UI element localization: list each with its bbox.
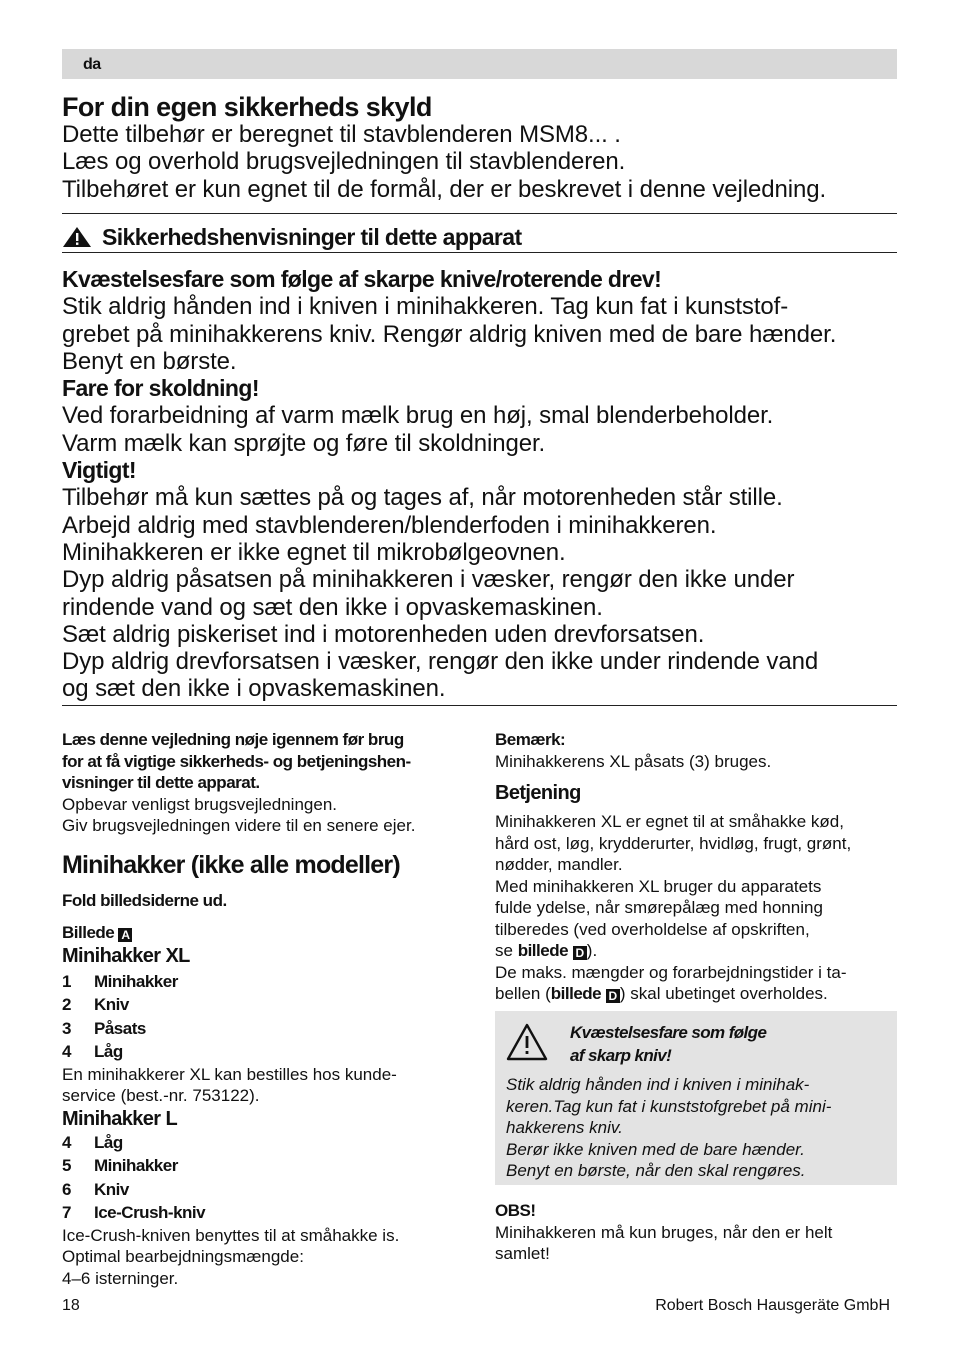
intro-line: Læs og overhold brugsvejledningen til stavblenderen. — [62, 148, 626, 176]
see-figure-line — [495, 940, 897, 962]
note-text: Minihakkerens XL påsats (3) bruges. — [495, 751, 772, 771]
intro-line: Tilbehøret er kun egnet til de formål, der er beskrevet i denne vejledning. — [62, 175, 827, 203]
item-number: 5 — [62, 1156, 71, 1175]
fold-text: Fold billedsiderne ud. — [62, 890, 227, 910]
warning-icon — [506, 1023, 548, 1061]
xl-title: Minihakker XL — [62, 944, 190, 967]
warn-text-line: Berør ikke kniven med de bare hænder. — [506, 1139, 805, 1159]
warning-heading — [62, 224, 522, 251]
l-title: Minihakker L — [62, 1107, 178, 1130]
knife-line: grebet på minihakkerens kniv. Rengør aldrig kniven med de bare hænder. — [62, 320, 837, 348]
l-list-item — [62, 1131, 472, 1155]
obs-label: OBS! — [495, 1201, 536, 1220]
important-line: Dyp aldrig drevforsatsen i væsker, rengør den ikke under rindende vand — [62, 648, 819, 676]
knife-heading: Kvæstelsesfare som følge af skarpe knive/roterende drev! — [62, 266, 662, 292]
read-bold-line: for at få vigtige sikkerheds- og betjeningshen- — [62, 751, 411, 771]
page-number: 18 — [62, 1297, 80, 1314]
intro-line: Dette tilbehør er beregnet til stavblenderen MSM8... . — [62, 121, 621, 148]
operation-line: hård ost, løg, krydderurter, hvidløg, frugt, grønt, — [495, 833, 852, 853]
divider — [62, 252, 897, 253]
important-line: Dyp aldrig påsatsen på minihakkeren i væsker, rengør den ikke under — [62, 566, 795, 594]
figure-label: billede — [550, 984, 602, 1003]
section-title: Minihakker (ikke alle modeller) — [62, 850, 400, 879]
item-number: 1 — [62, 971, 71, 991]
see-suffix: ). — [586, 941, 598, 960]
operation-line: Minihakkeren XL er egnet til at småhakke kød, — [495, 812, 844, 831]
xl-note-line: En minihakkerer XL kan bestilles hos kunde- — [62, 1064, 397, 1084]
scald-line: Varm mælk kan sprøjte og føre til skoldninger. — [62, 429, 546, 457]
knife-line: Benyt en børste. — [62, 347, 237, 375]
warning-icon — [62, 226, 92, 248]
operation-line: fulde ydelse, når smørepålæg med honning — [495, 898, 823, 917]
max-line-2 — [495, 983, 897, 1005]
figure-a-icon: A — [118, 928, 132, 942]
xl-list-item — [62, 970, 472, 994]
operation-line: tilberedes (ved overholdelse af opskriften, — [495, 919, 810, 939]
l-list-item — [62, 1201, 472, 1225]
important-line: Arbejd aldrig med stavblenderen/blenderfoden i minihakkeren. — [62, 511, 717, 539]
xl-list-item — [62, 1040, 472, 1064]
item-number: 4 — [62, 1132, 71, 1152]
scald-line: Ved forarbeidning af varm mælk brug en høj, smal blenderbeholder. — [62, 402, 774, 430]
warn-text-line: hakkerens kniv. — [506, 1118, 623, 1137]
figure-label: Billede — [62, 923, 115, 942]
language-bar — [62, 49, 897, 79]
item-label: Kniv — [94, 995, 129, 1014]
max-prefix: bellen ( — [495, 984, 551, 1003]
divider — [62, 213, 897, 214]
read-line: Giv brugsvejledningen videre til en senere ejer. — [62, 816, 416, 835]
right-column — [495, 729, 897, 1005]
warn-text-line: Stik aldrig hånden ind i kniven i minihak- — [506, 1075, 810, 1094]
obs-line: Minihakkeren må kun bruges, når den er helt — [495, 1222, 833, 1242]
read-line: Opbevar venligst brugsvejledningen. — [62, 794, 338, 814]
divider — [62, 705, 897, 706]
see-prefix: se — [495, 941, 518, 960]
item-number: 4 — [62, 1042, 71, 1061]
read-bold-line: Læs denne vejledning nøje igennem før brug — [62, 730, 404, 749]
item-label: Låg — [94, 1042, 123, 1061]
left-column — [62, 729, 472, 1289]
obs-line: samlet! — [495, 1244, 550, 1263]
l-list-item — [62, 1178, 472, 1202]
warning-box-title — [570, 1021, 766, 1067]
read-bold-line: visninger til dette apparat. — [62, 773, 260, 792]
important-line: Tilbehør må kun sættes på og tages af, når motorenheden står stille. — [62, 484, 783, 512]
safety-title: For din egen sikkerheds skyld — [62, 92, 432, 122]
warning-heading-text: Sikkerhedshenvisninger til dette apparat — [102, 224, 522, 250]
xl-note-line: service (best.-nr. 753122). — [62, 1086, 260, 1105]
operation-title: Betjening — [495, 782, 581, 804]
note-label: Bemærk: — [495, 730, 566, 749]
item-label: Ice-Crush-kniv — [94, 1203, 206, 1222]
l-note-line: 4–6 isterninger. — [62, 1268, 179, 1288]
safety-intro — [62, 121, 826, 203]
operation-line: nødder, mandler. — [495, 855, 623, 874]
important-heading: Vigtigt! — [62, 457, 136, 484]
operation-text — [495, 811, 897, 1005]
warn-text-line: keren.Tag kun fat i kunststofgrebet på mini- — [506, 1096, 832, 1116]
l-note-line: Optimal bearbejdningsmængde: — [62, 1247, 304, 1266]
important-line: rindende vand og sæt den ikke i opvaskemaskinen. — [62, 593, 603, 621]
important-line: Minihakkeren er ikke egnet til mikrobølgeovnen. — [62, 538, 566, 566]
important-line: og sæt den ikke i opvaskemaskinen. — [62, 675, 446, 703]
obs-section — [495, 1200, 897, 1265]
knife-line: Stik aldrig hånden ind i kniven i minihakkeren. Tag kun fat i kunststof- — [62, 293, 789, 321]
xl-list-item — [62, 1017, 472, 1041]
figure-d-icon: D — [573, 946, 587, 960]
figure-label: billede — [517, 941, 569, 960]
max-suffix: ) skal ubetinget overholdes. — [619, 984, 828, 1003]
safety-body — [62, 266, 836, 703]
item-number: 6 — [62, 1179, 71, 1199]
item-number: 3 — [62, 1018, 71, 1038]
warn-title-line: Kvæstelsesfare som følge — [570, 1023, 767, 1042]
item-label: Kniv — [94, 1179, 129, 1199]
l-list-item — [62, 1154, 472, 1178]
item-label: Låg — [94, 1132, 123, 1152]
xl-list-item — [62, 993, 472, 1017]
figure-d-icon: D — [606, 989, 620, 1003]
figure-ref — [62, 922, 472, 944]
item-number: 2 — [62, 995, 71, 1014]
warning-box — [495, 1011, 897, 1185]
important-line: Sæt aldrig piskeriset ind i motorenheden uden drevforsatsen. — [62, 620, 705, 648]
warn-title-line: af skarp kniv! — [570, 1046, 672, 1065]
item-number: 7 — [62, 1203, 71, 1222]
scald-heading: Fare for skoldning! — [62, 375, 259, 402]
max-line: De maks. mængder og forarbejdningstider i ta- — [495, 962, 847, 982]
l-note-line: Ice-Crush-kniven benyttes til at småhakke is. — [62, 1225, 400, 1245]
warning-box-text — [506, 1074, 831, 1182]
item-label: Påsats — [94, 1018, 146, 1038]
language-code: da — [83, 56, 101, 73]
operation-line: Med minihakkeren XL bruger du apparatets — [495, 876, 822, 896]
warn-text-line: Benyt en børste, når den skal rengøres. — [506, 1161, 806, 1180]
item-label: Minihakker — [94, 1156, 178, 1175]
item-label: Minihakker — [94, 971, 178, 991]
company-name: Robert Bosch Hausgeräte GmbH — [655, 1297, 890, 1314]
